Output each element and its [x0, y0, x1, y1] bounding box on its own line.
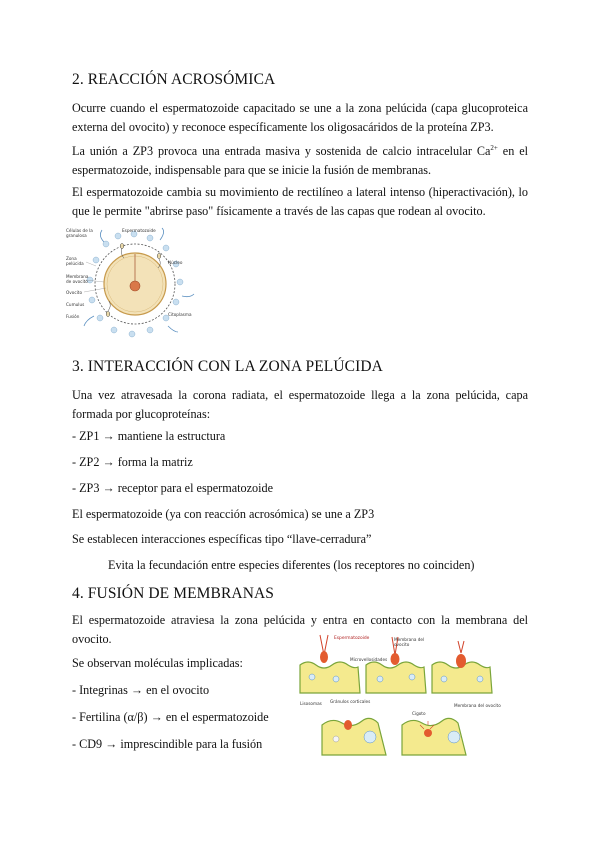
section-4-paragraph-2: Se observan moléculas implicadas:: [72, 656, 243, 670]
svg-text:Espermatozoide: Espermatozoide: [334, 636, 370, 641]
svg-text:Citoplasma: Citoplasma: [168, 312, 192, 317]
section-2-paragraph-1: Ocurre cuando el espermatozoide capacitado se une a la zona pelúcida (capa glucoproteica externa del ovocito) y reconoce específicamente los oligosacáridos de la proteína ZP3.: [72, 101, 528, 134]
section-3-paragraph-3: Se establecen interacciones específicas tipo “llave-cerradura”: [72, 532, 372, 546]
cd9-item: - CD9 → imprescindible para la fusión: [72, 737, 263, 751]
section-3-paragraph-2: El espermatozoide (ya con reacción acrosómica) se une a ZP3: [72, 507, 375, 521]
svg-text:Células de la: Células de la: [66, 228, 93, 233]
membrane-fusion-figure: [294, 633, 501, 763]
paragraph-text: La unión a ZP3 provoca una entrada masiva y sostenida de calcio intracelular Ca: [72, 144, 491, 158]
svg-text:ovocito: ovocito: [394, 642, 410, 647]
section-3-title: 3. INTERACCIÓN CON LA ZONA PELÚCIDA: [72, 358, 383, 375]
svg-text:Zona: Zona: [66, 256, 77, 261]
figure-1-title: Espermatozoide: [122, 228, 156, 233]
integrinas-item: - Integrinas → en el ovocito: [72, 683, 210, 697]
svg-text:Membrana: Membrana: [66, 274, 89, 279]
svg-text:Gránulos corticales: Gránulos corticales: [330, 699, 371, 704]
svg-text:Fusión: Fusión: [66, 314, 80, 319]
svg-text:Membrana del ovocito: Membrana del ovocito: [454, 703, 501, 708]
svg-text:Núcleo: Núcleo: [168, 260, 183, 265]
svg-text:Microvellosidades: Microvellosidades: [350, 657, 388, 662]
svg-text:Ovocito: Ovocito: [66, 290, 83, 295]
svg-text:Lisosomas: Lisosomas: [300, 701, 322, 706]
calcium-charge: 2+: [490, 143, 498, 152]
oocyte-acrosome-figure: [64, 226, 198, 344]
svg-text:Membrana del: Membrana del: [394, 637, 425, 642]
svg-text:de ovocito: de ovocito: [66, 279, 88, 284]
zp3-item: - ZP3 → receptor para el espermatozoide: [72, 481, 274, 495]
section-2-title: 2. REACCIÓN ACROSÓMICA: [72, 71, 276, 88]
section-2-paragraph-2: [72, 142, 528, 179]
section-2-paragraph-3: El espermatozoide cambia su movimiento de rectilíneo a lateral intenso (hiperactivación), lo que le permite "abrirse paso" físicamente a través de las capas que rodean al ovocito.: [72, 185, 528, 218]
paragraph-text: en el espermatozoide, indispensable para que se inicie la fusión de membranas.: [72, 144, 528, 177]
svg-text:Cumulus: Cumulus: [66, 302, 85, 307]
zp2-item: - ZP2 → forma la matriz: [72, 455, 193, 469]
section-4-title: 4. FUSIÓN DE MEMBRANAS: [72, 585, 275, 602]
fertilina-item: - Fertilina (α/β) → en el espermatozoide: [72, 710, 269, 724]
svg-text:granulosa: granulosa: [66, 233, 87, 238]
zp1-item: - ZP1 → mantiene la estructura: [72, 429, 226, 443]
section-3-paragraph-1: Una vez atravesada la corona radiata, el espermatozoide llega a la zona pelúcida, capa formada por glucoproteínas:: [72, 388, 528, 421]
svg-text:pelúcida: pelúcida: [66, 261, 84, 266]
section-3-paragraph-4: Evita la fecundación entre especies diferentes (los receptores no coinciden): [108, 558, 475, 572]
section-4-paragraph-1: El espermatozoide atraviesa la zona pelúcida y entra en contacto con la membrana del ovocito.: [72, 613, 528, 646]
nucleus: [130, 281, 140, 291]
svg-text:Cigoto: Cigoto: [412, 711, 426, 716]
